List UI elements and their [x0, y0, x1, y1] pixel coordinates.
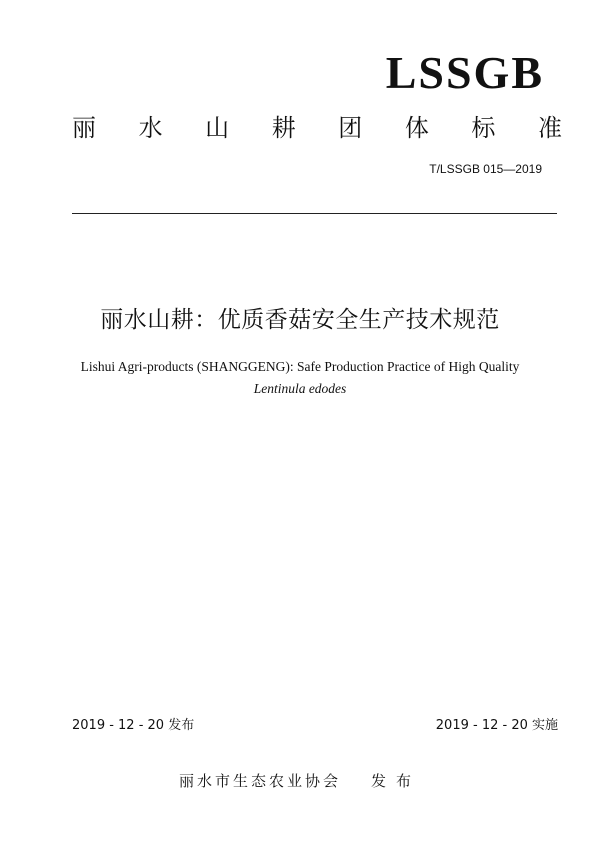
document-title-chinese: 丽水山耕：优质香菇安全生产技术规范	[100, 307, 500, 333]
document-title-english: Lishui Agri-products (SHANGGENG): Safe Production Practice of High Quality	[80, 359, 520, 374]
standard-type-char: 水	[138, 114, 163, 142]
header-divider	[72, 213, 557, 214]
standard-type-char: 准	[537, 114, 562, 142]
standard-type-char: 团	[338, 114, 363, 142]
standard-logo: LSSGB	[385, 47, 544, 98]
standard-type-char: 耕	[271, 114, 296, 142]
standard-type-char: 丽	[72, 114, 96, 142]
publisher-name: 丽水市生态农业协会	[178, 772, 341, 790]
implementation-date: 2019 - 12 - 20 实施	[435, 718, 558, 733]
standard-type-char: 标	[471, 114, 496, 142]
publisher-line	[0, 774, 600, 789]
document-title-english-species: Lentinula edodes	[253, 381, 347, 396]
standard-type-char: 山	[205, 114, 230, 142]
publish-label: 发布	[371, 772, 422, 790]
standard-type-char: 体	[404, 114, 429, 142]
standard-type-heading	[72, 116, 562, 140]
standard-code: T/LSSGB 015—2019	[429, 162, 542, 176]
issue-date: 2019 - 12 - 20 发布	[72, 718, 195, 733]
